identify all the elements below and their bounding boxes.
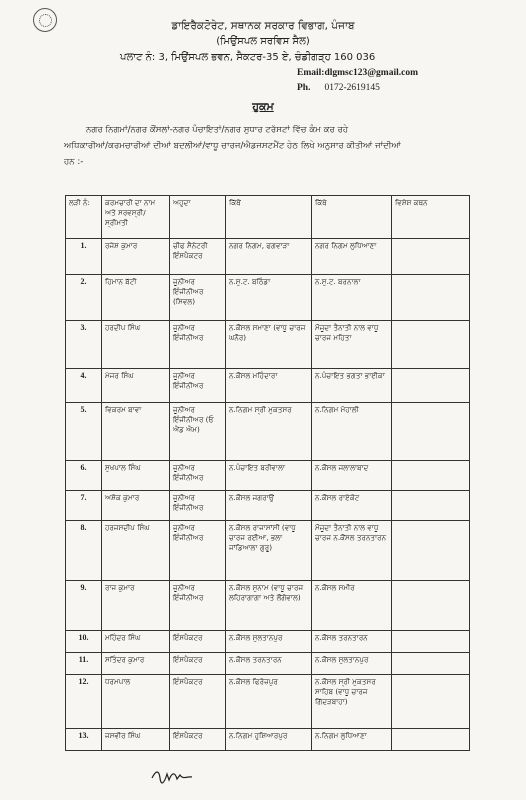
cell-from: ਨ.ਕੌਂਸਲ ਮਹਿੰਦਾਰਾ xyxy=(226,369,312,403)
table-row xyxy=(66,491,470,521)
phone-line xyxy=(297,83,380,93)
cell-post: ਚੀਫ ਸੈਨੇਟਰੀ ਇੰਸਪੈਕਟਰ xyxy=(170,239,226,275)
header-to: ਕਿੱਥੇ xyxy=(312,196,392,239)
cell-to: ਨ.ਕੌਂਸਲ ਤਰਨਤਾਰਨ xyxy=(312,631,392,653)
header-name: ਕਰਮਚਾਰੀ ਦਾ ਨਾਮ ਅਤੇ ਸਰਵਸ੍ਰੀ/ਸ੍ਰੀਮਤੀ xyxy=(102,196,170,239)
table-header-row xyxy=(66,196,470,239)
cell-post: ਜੂਨੀਅਰ ਇੰਜੀਨੀਅਰ xyxy=(170,491,226,521)
cell-serial: 4. xyxy=(66,369,102,403)
cell-post: ਜੂਨੀਅਰ ਇੰਜੀਨੀਅਰ xyxy=(170,581,226,631)
table-row xyxy=(66,461,470,491)
header-post: ਅਹੁਦਾ xyxy=(170,196,226,239)
phone-label: Ph. xyxy=(297,83,311,93)
cell-name: ਧਰਮਪਾਲ xyxy=(102,675,170,729)
cell-to: ਨ.ਕੌਂਸਲ ਸਮੀਰ xyxy=(312,581,392,631)
intro-line-2: ਅਧਿਕਾਰੀਆਂ/ਕਰਮਚਾਰੀਆਂ ਦੀਆਂ ਬਦਲੀਆਂ/ਵਾਧੂ ਚਾਰਜ/ਐਡਜਸਟਮੈਂਟ ਹੇਠ ਲਿਖੇ ਅਨੁਸਾਰ ਕੀਤੀਆਂ ਜਾਂਦੀਆਂ xyxy=(64,141,401,151)
phone-number: 0172-2619145 xyxy=(324,83,380,93)
cell-remarks xyxy=(392,521,470,581)
cell-serial: 7. xyxy=(66,491,102,521)
cell-from: ਨ.ਪੰਚਾਇਤ ਬਰੀਵਾਲਾ xyxy=(226,461,312,491)
cell-serial: 6. xyxy=(66,461,102,491)
cell-name: ਜਸਵੀਰ ਸਿੰਘ xyxy=(102,729,170,751)
cell-from: ਨਗਰ ਨਿਗਮ, ਫਗਵਾੜਾ xyxy=(226,239,312,275)
order-intro xyxy=(64,122,484,170)
cell-name: ਰਜੇਸ਼ ਕੁਮਾਰ xyxy=(102,239,170,275)
cell-remarks xyxy=(392,675,470,729)
cell-from: ਨ.ਸੁ.ਟ. ਬਠਿੰਡਾ xyxy=(226,275,312,321)
transfer-table xyxy=(65,195,470,751)
cell-name: ਸੁਖਪਾਲ ਸਿੰਘ xyxy=(102,461,170,491)
cell-name: ਰਾਜ ਕੁਮਾਰ xyxy=(102,581,170,631)
cell-post: ਜੂਨੀਅਰ ਇੰਜੀਨੀਅਰ xyxy=(170,321,226,369)
cell-remarks xyxy=(392,275,470,321)
cell-from: ਨ.ਕੌਂਸਲ ਸੁਲਤਾਨਪੁਰ xyxy=(226,631,312,653)
cell-serial: 13. xyxy=(66,729,102,751)
cell-to: ਨ.ਕੌਂਸਲ ਸ੍ਰੀ ਮੁਕਤਸਰ ਸਾਹਿਬ (ਵਾਧੂ ਚਾਰਜ ਗਿੱਦੜਬਾਹਾ) xyxy=(312,675,392,729)
table-row xyxy=(66,675,470,729)
intro-line-1: ਨਗਰ ਨਿਗਮਾਂ/ਨਗਰ ਕੌਂਸਲਾਂ-ਨਗਰ ਪੰਚਾਇਤਾਂ/ਨਗਰ ਸੁਧਾਰ ਟਰੱਸਟਾਂ ਵਿੱਚ ਕੰਮ ਕਰ ਰਹੇ xyxy=(86,125,349,135)
cell-remarks xyxy=(392,653,470,675)
cell-remarks xyxy=(392,729,470,751)
table-row xyxy=(66,275,470,321)
cell-remarks xyxy=(392,403,470,461)
cell-to: ਨ.ਕੌਂਸਲ ਸੁਲਤਾਨਪੁਰ xyxy=(312,653,392,675)
header-from: ਕਿੱਥੋਂ xyxy=(226,196,312,239)
cell-to: ਨ.ਸੁ.ਟ. ਬਰਨਾਲਾ xyxy=(312,275,392,321)
order-title: ਹੁਕਮ xyxy=(252,100,274,113)
cell-post: ਇੰਸਪੈਕਟਰ xyxy=(170,729,226,751)
cell-to: ਨ.ਕੌਂਸਲ ਜਲਾਲਾਬਾਦ xyxy=(312,461,392,491)
cell-from: ਨ.ਕੌਂਸਲ ਜਗਰਾਉਂ xyxy=(226,491,312,521)
cell-name: ਹਰਜਸਦੀਪ ਸਿੰਘ xyxy=(102,521,170,581)
cell-post: ਇੰਸਪੈਕਟਰ xyxy=(170,653,226,675)
table-row xyxy=(66,729,470,751)
cell-name: ਅਸ਼ੋਕ ਕੁਮਾਰ xyxy=(102,491,170,521)
email-address: Email:dlgmsc123@gmail.com xyxy=(297,68,418,78)
cell-post: ਜੂਨੀਅਰ ਇੰਜੀਨੀਅਰ (ਸਿਵਲ) xyxy=(170,275,226,321)
header-remarks: ਵਿਸ਼ੇਸ਼ ਕਥਨ xyxy=(392,196,470,239)
cell-post: ਜੂਨੀਅਰ ਇੰਜੀਨੀਅਰ (ਓ ਐਂਡ ਐਮ) xyxy=(170,403,226,461)
cell-serial: 10. xyxy=(66,631,102,653)
cell-serial: 2. xyxy=(66,275,102,321)
table-row xyxy=(66,403,470,461)
cell-to: ਨ.ਨਿਗਮ ਮੋਹਾਲੀ xyxy=(312,403,392,461)
cell-from: ਨ.ਕੌਂਸਲ ਸੁਨਾਮ (ਵਾਧੂ ਚਾਰਜ ਲਹਿਰਾਗਾਗਾ ਅਤੇ ਲੌਂਗੋਵਾਲ) xyxy=(226,581,312,631)
cell-remarks xyxy=(392,491,470,521)
cell-remarks xyxy=(392,239,470,275)
cell-name: ਹਰਦੀਪ ਸਿੰਘ xyxy=(102,321,170,369)
cell-from: ਨ.ਕੌਂਸਲ ਤਰਨਤਾਰਨ xyxy=(226,653,312,675)
cell-name: (ਮਿਉਂਸਪਲ ਸਰਵਿਸ ਸੈਲ) xyxy=(216,36,310,47)
table-row xyxy=(66,321,470,369)
cell-serial: 11. xyxy=(66,653,102,675)
cell-remarks xyxy=(392,369,470,403)
cell-serial: 9. xyxy=(66,581,102,631)
intro-line-3: ਹਨ :- xyxy=(64,157,84,167)
cell-from: ਨ.ਨਿਗਮ ਹੁਸ਼ਿਆਰਪੁਰ xyxy=(226,729,312,751)
cell-serial: 1. xyxy=(66,239,102,275)
table-row xyxy=(66,631,470,653)
cell-name: ਹਿਮਾਨ ਬੱਟੀ xyxy=(102,275,170,321)
cell-to: ਮੌਜੂਦਾ ਤੈਨਾਤੀ ਨਾਲ ਵਾਧੂ ਚਾਰਜ ਨ.ਕੌਂਸਲ ਤਰਨਤਾਰਨ xyxy=(312,521,392,581)
cell-serial: 12. xyxy=(66,675,102,729)
cell-from: ਨ.ਨਿਗਮ ਸ੍ਰੀ ਮੁਕਤਸਰ xyxy=(226,403,312,461)
cell-remarks xyxy=(392,581,470,631)
cell-name: ਸਤਿੰਦਰ ਕੁਮਾਰ xyxy=(102,653,170,675)
cell-from: ਨ.ਕੌਂਸਲ ਰਾਜਾਸਾਂਸੀ (ਵਾਧੂ ਚਾਰਜ ਰਈਆ, ਭਲਾ ਜਾਂਡਿਆਲਾ ਗੁਰੂ) xyxy=(226,521,312,581)
cell-remarks xyxy=(392,631,470,653)
cell-post: ਜੂਨੀਅਰ ਇੰਜੀਨੀਅਰ xyxy=(170,521,226,581)
cell-remarks xyxy=(392,321,470,369)
cell-remarks xyxy=(392,461,470,491)
cell-to: ਨ.ਨਿਗਮ ਲੁਧਿਆਣਾ xyxy=(312,729,392,751)
cell-from: ਨ.ਕੌਂਸਲ ਸਮਾਣਾ (ਵਾਧੂ ਚਾਰਜ ਘਨੌਰ) xyxy=(226,321,312,369)
cell-post: ਇੰਸਪੈਕਟਰ xyxy=(170,675,226,729)
cell-to: ਮੌਜੂਦਾ ਤੈਨਾਤੀ ਨਾਲ ਵਾਧੂ ਚਾਰਜ ਮਹਿਤਾ xyxy=(312,321,392,369)
table-row xyxy=(66,521,470,581)
cell-serial: 5. xyxy=(66,403,102,461)
header-serial: ਲੜੀ ਨੰ: xyxy=(66,196,102,239)
cell-name: ਮਹਿੰਦਰ ਸਿੰਘ xyxy=(102,631,170,653)
cell-from: ਨ.ਕੌਂਸਲ ਫਿਰੋਜ਼ਪੁਰ xyxy=(226,675,312,729)
table-row xyxy=(66,369,470,403)
table-row xyxy=(66,581,470,631)
cell-to: ਨ.ਕੌਂਸਲ ਰਾਏਕੋਟ xyxy=(312,491,392,521)
office-address: ਪਲਾਟ ਨੰ: 3, ਮਿਉਂਸਪਲ ਭਵਨ, ਸੈਕਟਰ-35 ਏ, ਚੰਡੀਗੜ੍ਹ 160 036 xyxy=(120,52,376,63)
cell-to: ਨ.ਪੰਚਾਇਤ ਭਗਤਾ ਭਾਈਕਾ xyxy=(312,369,392,403)
cell-name: ਮੇਜਰ ਸਿੰਘ xyxy=(102,369,170,403)
cell-post: ਜੂਨੀਅਰ ਇੰਜੀਨੀਅਰ xyxy=(170,369,226,403)
cell-post: ਜੂਨੀਅਰ ਇੰਜੀਨੀਅਰ xyxy=(170,461,226,491)
table-row xyxy=(66,653,470,675)
cell-post: ਇੰਸਪੈਕਟਰ xyxy=(170,631,226,653)
cell-serial: 8. xyxy=(66,521,102,581)
cell-serial: 3. xyxy=(66,321,102,369)
department-name: ਡਾਇਰੈਕਟੋਰੇਟ, ਸਥਾਨਕ ਸਰਕਾਰ ਵਿਭਾਗ, ਪੰਜਾਬ xyxy=(171,20,355,32)
signature xyxy=(150,766,194,786)
cell-name: ਵਿਕਰਮ ਬਾਵਾ xyxy=(102,403,170,461)
cell-to: ਨਗਰ ਨਿਗਮ ਲੁਧਿਆਣਾ xyxy=(312,239,392,275)
table-row xyxy=(66,239,470,275)
